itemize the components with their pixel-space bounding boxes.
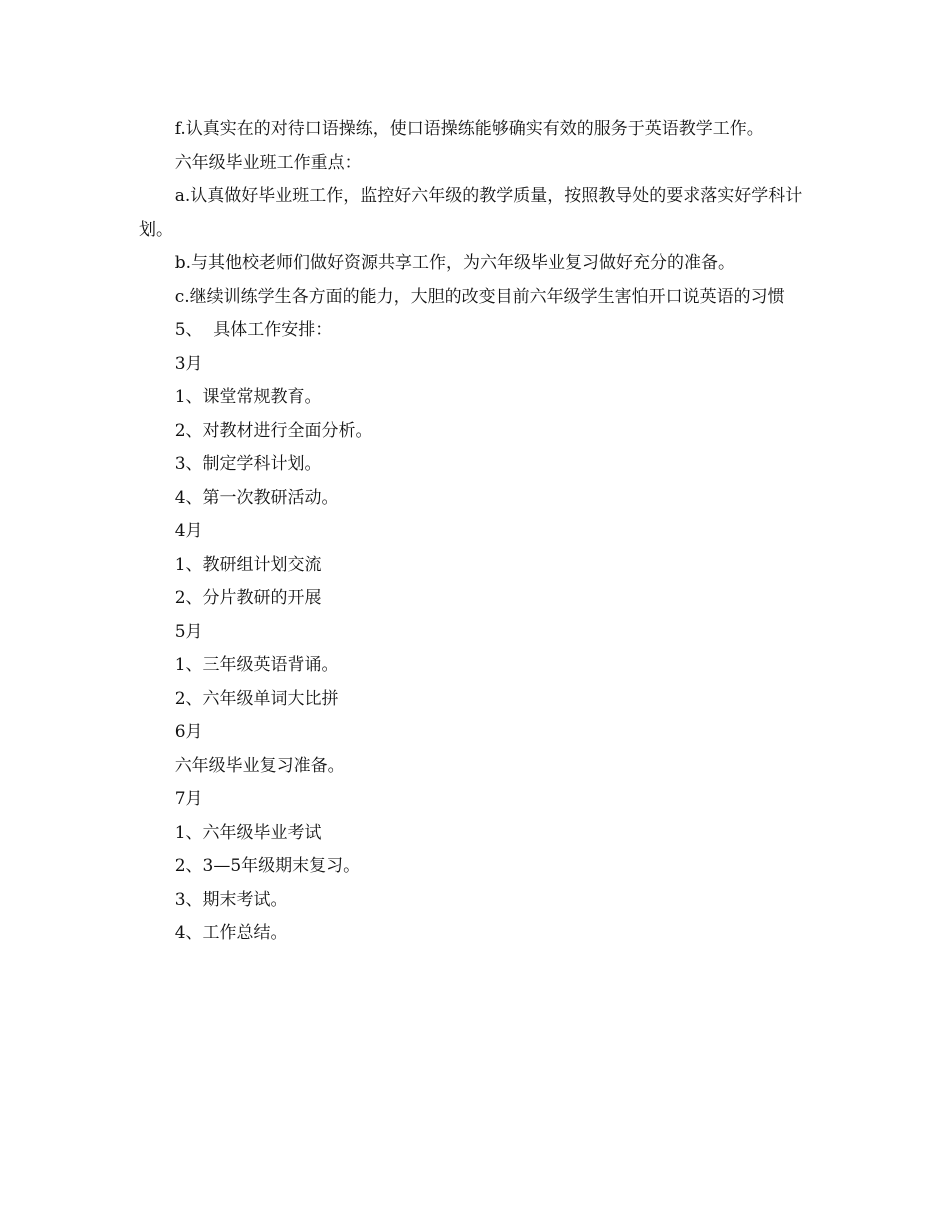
list-item: 1、三年级英语背诵。 [174,655,339,675]
list-item: 2、对教材进行全面分析。 [174,420,373,441]
list-item: 2、3—5年级期末复习。 [174,856,361,876]
list-item: 3、期末考试。 [174,889,288,910]
paragraph-focus-c: c.继续训练学生各方面的能力，大胆的改变目前六年级学生害怕开口说英语的习惯 [174,286,785,307]
paragraph-focus-a: a.认真做好毕业班工作，监控好六年级的教学质量，按照教导处的要求落实好学科计划。 [139,186,803,240]
list-item: 1、课堂常规教育。 [174,387,322,407]
month-may: 5月 [174,621,203,642]
month-march: 3月 [174,353,203,374]
paragraph-oral-practice: f.认真实在的对待口语操练，使口语操练能够确实有效的服务于英语教学工作。 [174,119,764,139]
list-item: 3、制定学科计划。 [174,454,322,474]
list-item: 1、六年级毕业考试 [174,822,322,843]
heading-grade6-focus: 六年级毕业班工作重点： [174,152,362,173]
document-body [139,113,819,951]
list-item: 1、教研组计划交流 [174,554,322,575]
month-april: 4月 [174,521,203,541]
list-item: 六年级毕业复习准备。 [174,755,345,776]
month-july: 7月 [174,789,203,809]
list-item: 2、分片教研的开展 [174,588,322,608]
paragraph-focus-b: b.与其他校老师们做好资源共享工作，为六年级毕业复习做好充分的准备。 [174,253,735,273]
list-item: 4、工作总结。 [174,923,288,943]
month-june: 6月 [174,722,203,742]
list-item: 4、第一次教研活动。 [174,487,339,508]
heading-work-schedule: 5、 具体工作安排： [174,320,333,340]
list-item: 2、六年级单词大比拼 [174,688,339,709]
